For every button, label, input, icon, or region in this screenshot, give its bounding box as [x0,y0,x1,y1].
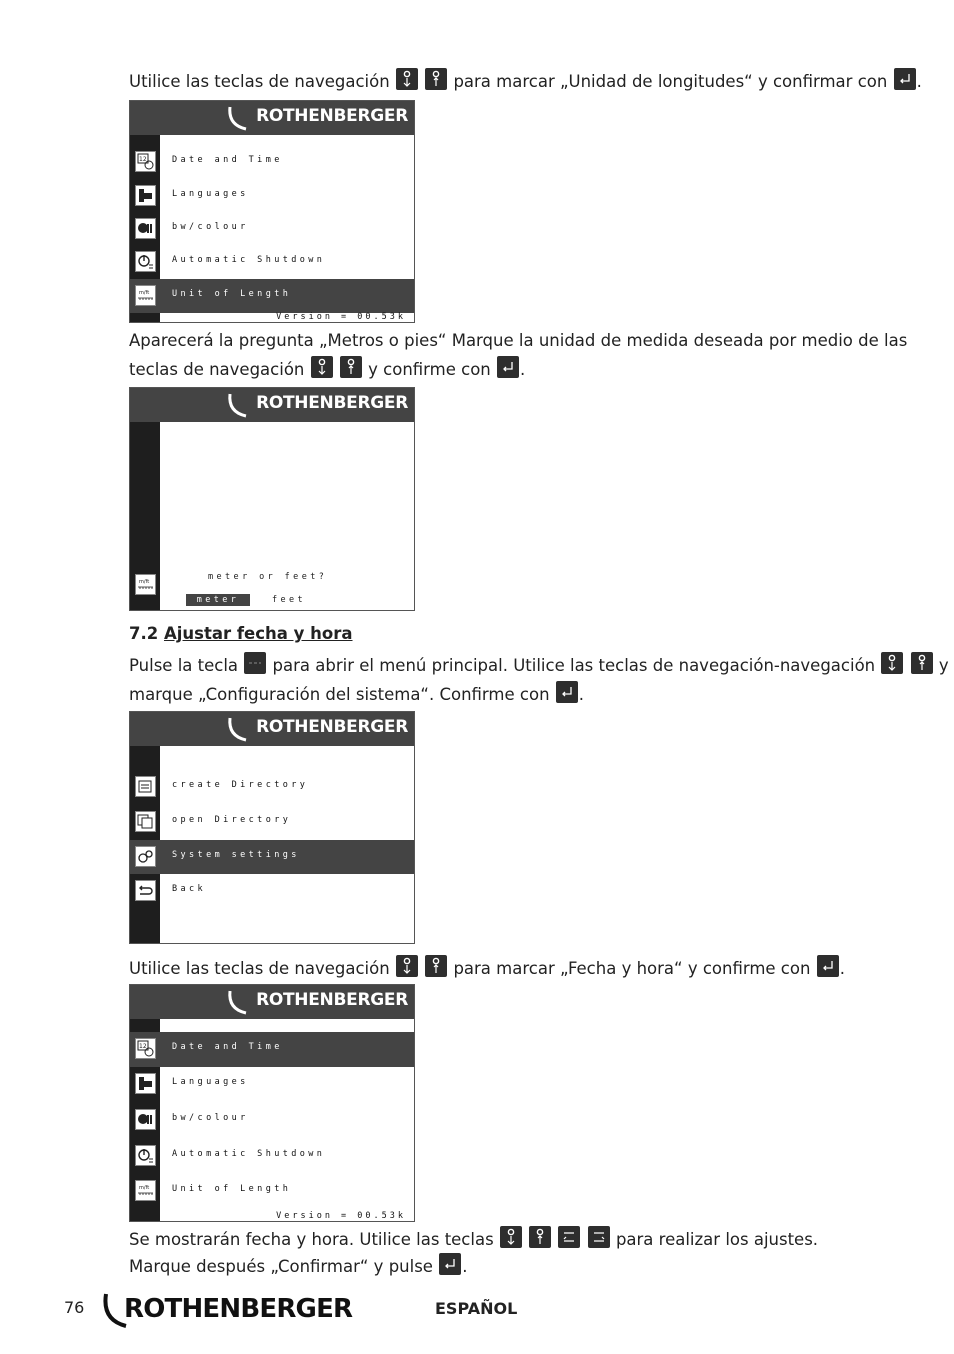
screen-brand: ROTHENBERGER [256,393,408,413]
brand-swoosh-icon [226,390,254,420]
text: para marcar „Unidad de longitudes“ y confirmar con [453,72,888,91]
screen-header [130,388,414,422]
power-icon [135,1145,156,1166]
open-folder-icon [135,811,156,832]
paragraph-1 [129,67,922,96]
text: . [916,72,922,91]
text: marque „Configuración del sistema“. Confirme con [129,685,550,704]
menu-item-unit-length [130,279,414,313]
nav-right-key-icon [588,1226,610,1248]
device-screen-main-menu [129,711,415,944]
menu-item-system-settings [130,840,414,874]
menu-item-label: Back [172,884,207,894]
nav-up-key-icon [396,68,418,90]
menu-item-auto-shutdown [130,1139,414,1173]
text: . [520,360,526,379]
nav-down-key-icon [425,955,447,977]
menu-item-label: Languages [172,1077,249,1087]
flag-icon [135,1073,156,1094]
create-folder-icon [135,776,156,797]
menu-item-label: create Directory [172,780,309,790]
text: Aparecerá la pregunta „Metros o pies“ Marque la unidad de medida deseada por medio de las [129,331,908,350]
nav-up-key-icon [881,652,903,674]
footer-brand-text: ROTHENBERGER [124,1294,353,1324]
menu-item-label: bw/colour [172,222,249,232]
color-mode-icon [135,1109,156,1130]
menu-item-open-directory [130,805,414,839]
paragraph-5 [129,1225,818,1254]
text: y confirme con [368,360,491,379]
paragraph-2 [129,326,907,384]
unit-question: meter or feet? [208,572,328,582]
section-title: Ajustar fecha y hora [163,624,353,643]
nav-up-key-icon [500,1226,522,1248]
text: . [578,685,585,704]
gears-icon [135,846,156,867]
svg-text:m/ft: m/ft [139,290,150,296]
flag-icon [135,185,156,206]
text: Utilice las teclas de navegación [129,959,390,978]
screen-header [130,101,414,135]
option-meter: meter [186,594,250,606]
footer-brand-logo [100,1294,352,1324]
ruler-icon-label: m/ft [139,579,150,585]
text: Se mostrarán fecha y hora. Utilice las teclas [129,1230,494,1249]
footer-language: ESPAÑOL [435,1299,518,1318]
nav-left-key-icon [558,1226,580,1248]
text: Marque después „Confirmar“ y pulse [129,1257,433,1276]
menu-item-unit-length [130,1174,414,1208]
ruler-icon [135,1180,156,1201]
device-screen-settings-date [129,984,415,1222]
text: para marcar „Fecha y hora“ y confirme con [453,959,811,978]
nav-up-key-icon [396,955,418,977]
section-heading [129,624,353,643]
version-label: Version = 00.53k [276,312,406,322]
enter-key-icon [497,356,519,378]
text: y [938,656,949,675]
text: Utilice las teclas de navegación [129,72,390,91]
option-feet: feet [272,595,307,605]
screen-brand: ROTHENBERGER [256,990,408,1010]
text: para realizar los ajustes. [615,1230,819,1249]
text: Pulse la tecla [129,656,239,675]
nav-down-key-icon [911,652,933,674]
clock-icon [135,151,156,172]
menu-item-label: Languages [172,189,249,199]
screen-header [130,985,414,1019]
nav-down-key-icon [529,1226,551,1248]
clock-icon [135,1038,156,1059]
brand-swoosh-icon [100,1290,130,1330]
menu-item-label: open Directory [172,815,292,825]
paragraph-6 [129,1252,467,1281]
menu-item-bw-colour [130,212,414,246]
menu-item-label: Automatic Shutdown [172,255,326,265]
menu-item-label: System settings [172,850,300,860]
version-label: Version = 00.53k [276,1211,406,1221]
nav-down-key-icon [425,68,447,90]
page-number: 76 [64,1298,85,1317]
text: . [462,1257,468,1276]
color-mode-icon [135,218,156,239]
menu-item-label: Unit of Length [172,1184,292,1194]
nav-up-key-icon [311,356,333,378]
paragraph-4 [129,954,845,983]
menu-item-label: Unit of Length [172,289,292,299]
enter-key-icon [894,68,916,90]
menu-item-label: Date and Time [172,155,283,165]
screen-header [130,712,414,746]
power-icon [135,251,156,272]
brand-swoosh-icon [226,103,254,133]
menu-item-date-time [130,145,414,179]
text: . [839,959,845,978]
menu-item-label: Automatic Shutdown [172,1149,326,1159]
text: teclas de navegación [129,360,305,379]
menu-item-bw-colour [130,1103,414,1137]
brand-swoosh-icon [226,987,254,1017]
menu-item-back [130,874,414,908]
menu-item-languages [130,1067,414,1101]
menu-item-date-time [130,1032,414,1067]
nav-down-key-icon [340,356,362,378]
screen-brand: ROTHENBERGER [256,106,408,126]
paragraph-3 [129,651,949,709]
svg-text:12: 12 [139,156,147,163]
text: para abrir el menú principal. Utilice las teclas de navegación-navegación [272,656,876,675]
menu-key-icon [244,652,266,674]
device-screen-settings [129,100,415,323]
menu-item-languages [130,179,414,213]
brand-swoosh-icon [226,714,254,744]
menu-item-create-directory [130,770,414,804]
device-screen-unit-question [129,387,415,611]
menu-item-label: bw/colour [172,1113,249,1123]
menu-item-auto-shutdown [130,245,414,279]
enter-key-icon [556,681,578,703]
screen-brand: ROTHENBERGER [256,717,408,737]
menu-item-label: Date and Time [172,1042,283,1052]
svg-text:m/ft: m/ft [139,1185,150,1191]
enter-key-icon [439,1253,461,1275]
svg-text:12: 12 [139,1043,147,1050]
back-arrow-icon [135,880,156,901]
ruler-icon [135,285,156,306]
section-number: 7.2 [129,624,159,643]
enter-key-icon [817,955,839,977]
ruler-icon [135,574,156,595]
